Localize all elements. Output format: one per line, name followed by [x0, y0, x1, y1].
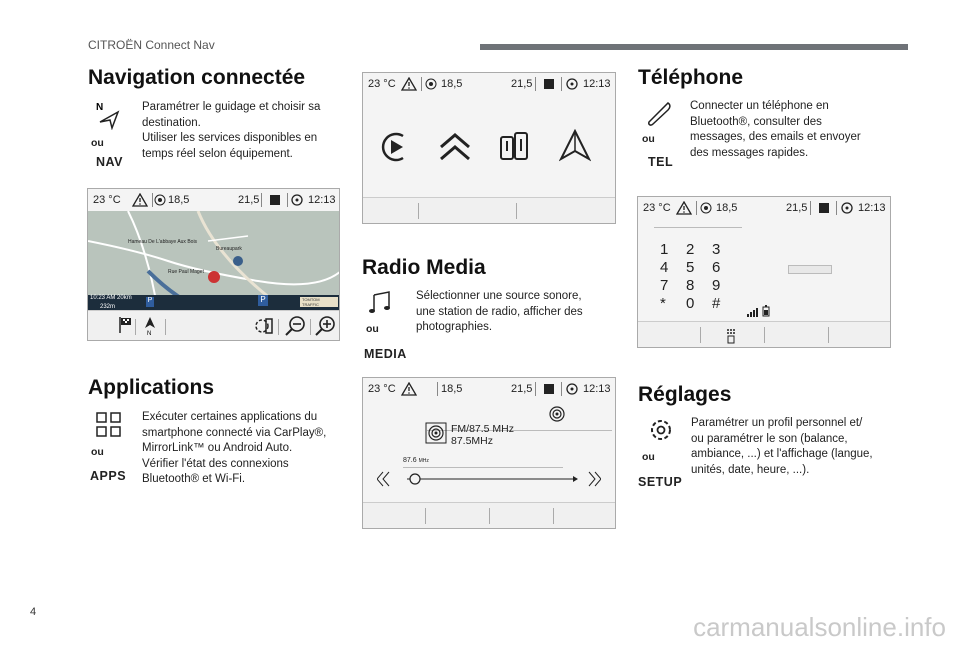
status-bar: [363, 378, 615, 400]
north-label: N: [147, 331, 152, 336]
header-bar: [480, 44, 908, 50]
signal-strength-icon: [746, 307, 760, 317]
keypad-key[interactable]: 6: [712, 259, 721, 276]
status-time: 12:13: [858, 202, 886, 214]
navigation-desc-line: Paramétrer le guidage et choisir sa: [142, 101, 321, 113]
battery-icon: [762, 305, 770, 317]
keypad-row: [660, 259, 740, 277]
reglages-desc-line: Paramétrer un profil personnel et/: [691, 417, 863, 429]
map-settings-icon[interactable]: [254, 316, 274, 336]
telephone-ou: ou: [642, 133, 655, 145]
page-number: 4: [30, 606, 37, 618]
music-note-icon: [368, 290, 392, 316]
map-label: Bureaupark: [216, 246, 242, 252]
navigation-title: Navigation connectée: [88, 66, 306, 89]
phone-keypad[interactable]: [660, 241, 740, 313]
keypad-key[interactable]: 7: [660, 277, 669, 294]
seat-icon: [818, 202, 832, 214]
status-val1: 18,5: [168, 194, 190, 206]
applications-key: APPS: [90, 469, 127, 483]
radio-station-icon: [425, 422, 447, 444]
reglages-desc-line: ambiance, ...) et l'affichage (langue,: [691, 448, 873, 460]
zoom-in-icon[interactable]: [314, 316, 336, 336]
status-bar: [638, 197, 890, 219]
warning-icon: [132, 193, 148, 207]
seat-icon: [543, 78, 557, 90]
warning-icon: [401, 382, 417, 396]
radio-screen: [362, 377, 616, 529]
status-time: 12:13: [308, 194, 336, 206]
keypad-key[interactable]: *: [660, 295, 666, 312]
seat-icon: [269, 194, 283, 206]
status-temp: 23 °C: [93, 194, 121, 206]
reglages-desc: [691, 416, 873, 478]
carplay-icon[interactable]: [381, 131, 409, 163]
phone-handset-icon: [648, 102, 672, 126]
reglages-title: Réglages: [638, 383, 732, 406]
status-temp: 23 °C: [368, 78, 396, 90]
keypad-key[interactable]: 8: [686, 277, 695, 294]
keypad-key[interactable]: 4: [660, 259, 669, 276]
connectivity-icon[interactable]: [559, 129, 591, 163]
reglages-desc-line: ou paramétrer le son (balance,: [691, 432, 848, 445]
status-val2: 21,5: [786, 202, 808, 214]
settings-gear-icon: [648, 417, 674, 443]
navigation-ou: ou: [91, 137, 104, 149]
navigation-arrow-icon: [96, 100, 124, 130]
frequency-slider[interactable]: [377, 468, 601, 490]
svg-text:N: N: [96, 102, 104, 113]
seat-icon: [543, 383, 557, 395]
radio-desc-line: photographies.: [416, 321, 493, 333]
keypad-key[interactable]: 2: [686, 241, 695, 258]
warning-icon: [401, 77, 417, 91]
status-val2: 21,5: [511, 78, 533, 90]
radio-desc-line: une station de radio, afficher des: [416, 305, 583, 318]
status-val1: 18,5: [441, 383, 463, 395]
map-label: Rue Paul Maget: [168, 269, 204, 275]
radio-desc: [416, 289, 583, 336]
applications-desc-line: Bluetooth® et Wi-Fi.: [142, 473, 246, 485]
map-time: [88, 295, 142, 304]
keypad-key[interactable]: 3: [712, 241, 721, 258]
phone-display-field: [788, 265, 832, 274]
radio-signal-icon: [549, 406, 565, 422]
status-temp: 23 °C: [643, 202, 671, 214]
keypad-row: [660, 241, 740, 259]
keypad-key[interactable]: #: [712, 295, 721, 312]
map-scale-text: 20km: [117, 295, 132, 301]
telephone-key: TEL: [648, 155, 674, 169]
radio-ou: ou: [366, 323, 379, 335]
keypad-row: [660, 277, 740, 295]
applications-desc-line: MirrorLink™ ou Android Auto.: [142, 442, 293, 454]
settings-sync-icon: [840, 201, 856, 215]
telephone-screen: [637, 196, 891, 348]
connected-services-icon: [154, 194, 166, 206]
telephone-bottom-bar: [638, 321, 890, 347]
radio-desc-line: Sélectionner une source sonore,: [416, 290, 582, 302]
connected-services-icon: [700, 202, 712, 214]
warning-icon: [676, 201, 692, 215]
frequency-unit: MHz: [418, 458, 429, 464]
map-time-text: 10:23 AM: [90, 295, 116, 301]
telephone-title: Téléphone: [638, 66, 744, 89]
north-arrow-icon[interactable]: [143, 316, 157, 336]
navigation-screen: [87, 188, 340, 341]
dial-pad-icon[interactable]: [726, 328, 736, 344]
status-bar: [88, 189, 339, 211]
status-val1: 18,5: [716, 202, 738, 214]
status-val2: 21,5: [511, 383, 533, 395]
radio-title: Radio Media: [362, 256, 486, 279]
frequency-readout: [403, 457, 429, 464]
parking-icon: P: [146, 297, 154, 307]
radio-bottom-bar: [363, 502, 615, 528]
applications-screen: [362, 72, 616, 224]
keypad-key[interactable]: 5: [686, 259, 695, 276]
zoom-out-icon[interactable]: [284, 316, 306, 336]
telephone-desc-line: des messages rapides.: [690, 146, 809, 159]
keypad-top-line: [654, 227, 742, 228]
keypad-row: [660, 295, 740, 313]
telephone-desc-line: Connecter un téléphone en: [690, 100, 829, 112]
watermark: carmanualsonline.info: [693, 612, 946, 642]
applications-desc-line: Vérifier l'état des connexions: [142, 457, 289, 470]
applications-ou: ou: [91, 446, 104, 458]
apps-grid-icon: [96, 412, 122, 438]
navigation-bottom-bar: [88, 310, 339, 340]
applications-desc-line: smartphone connecté via CarPlay®,: [142, 426, 327, 439]
keypad-key[interactable]: 9: [712, 277, 721, 294]
keypad-key[interactable]: 0: [686, 295, 695, 312]
status-temp: 23 °C: [368, 383, 396, 395]
settings-sync-icon: [565, 382, 581, 396]
traffic-label: TOMTOM TRAFFIC: [300, 297, 338, 307]
telephone-desc-line: messages, des emails et envoyer: [690, 131, 861, 143]
map-distance: 232m: [100, 304, 116, 310]
navigation-desc-line: Utiliser les services disponibles en: [142, 132, 318, 144]
applications-bottom-bar: [363, 197, 615, 223]
settings-sync-icon: [565, 77, 581, 91]
navigation-desc: [142, 100, 320, 162]
status-bar: [363, 73, 615, 95]
applications-desc-line: Exécuter certaines applications du: [142, 411, 318, 423]
radio-key: MEDIA: [364, 347, 407, 361]
reglages-ou: ou: [642, 451, 655, 463]
keypad-key[interactable]: 1: [660, 241, 669, 258]
status-time: 12:13: [583, 383, 611, 395]
applications-desc: [142, 410, 326, 488]
navigation-desc-line: destination.: [142, 116, 201, 129]
mirrorlink-icon[interactable]: [439, 133, 471, 161]
applications-title: Applications: [88, 376, 215, 399]
map-label: Hameau De L'abbaye Aux Bois: [128, 239, 198, 245]
destination-flag-icon[interactable]: [118, 317, 132, 333]
radio-station-name: FM/87.5 MHz: [451, 423, 515, 435]
settings-sync-icon: [290, 193, 306, 207]
map-view[interactable]: [88, 211, 339, 310]
telephone-desc-line: Bluetooth®, consulter des: [690, 115, 822, 128]
reglages-desc-line: unités, date, heure, ...).: [691, 463, 810, 476]
radio-station-freq: 87.5MHz: [451, 435, 494, 447]
navigation-key: NAV: [96, 155, 123, 169]
status-time: 12:13: [583, 78, 611, 90]
telephone-desc: [690, 99, 861, 161]
navigation-desc-line: temps réel selon équipement.: [142, 147, 293, 160]
connected-services-icon: [425, 78, 437, 90]
android-auto-icon[interactable]: [499, 131, 529, 163]
parking-icon: P: [258, 295, 268, 306]
status-val2: 21,5: [238, 194, 260, 206]
reglages-key: SETUP: [638, 475, 683, 489]
page-header: CITROËN Connect Nav: [88, 38, 215, 52]
frequency-value: 87.6: [403, 457, 417, 464]
status-val1: 18,5: [441, 78, 463, 90]
